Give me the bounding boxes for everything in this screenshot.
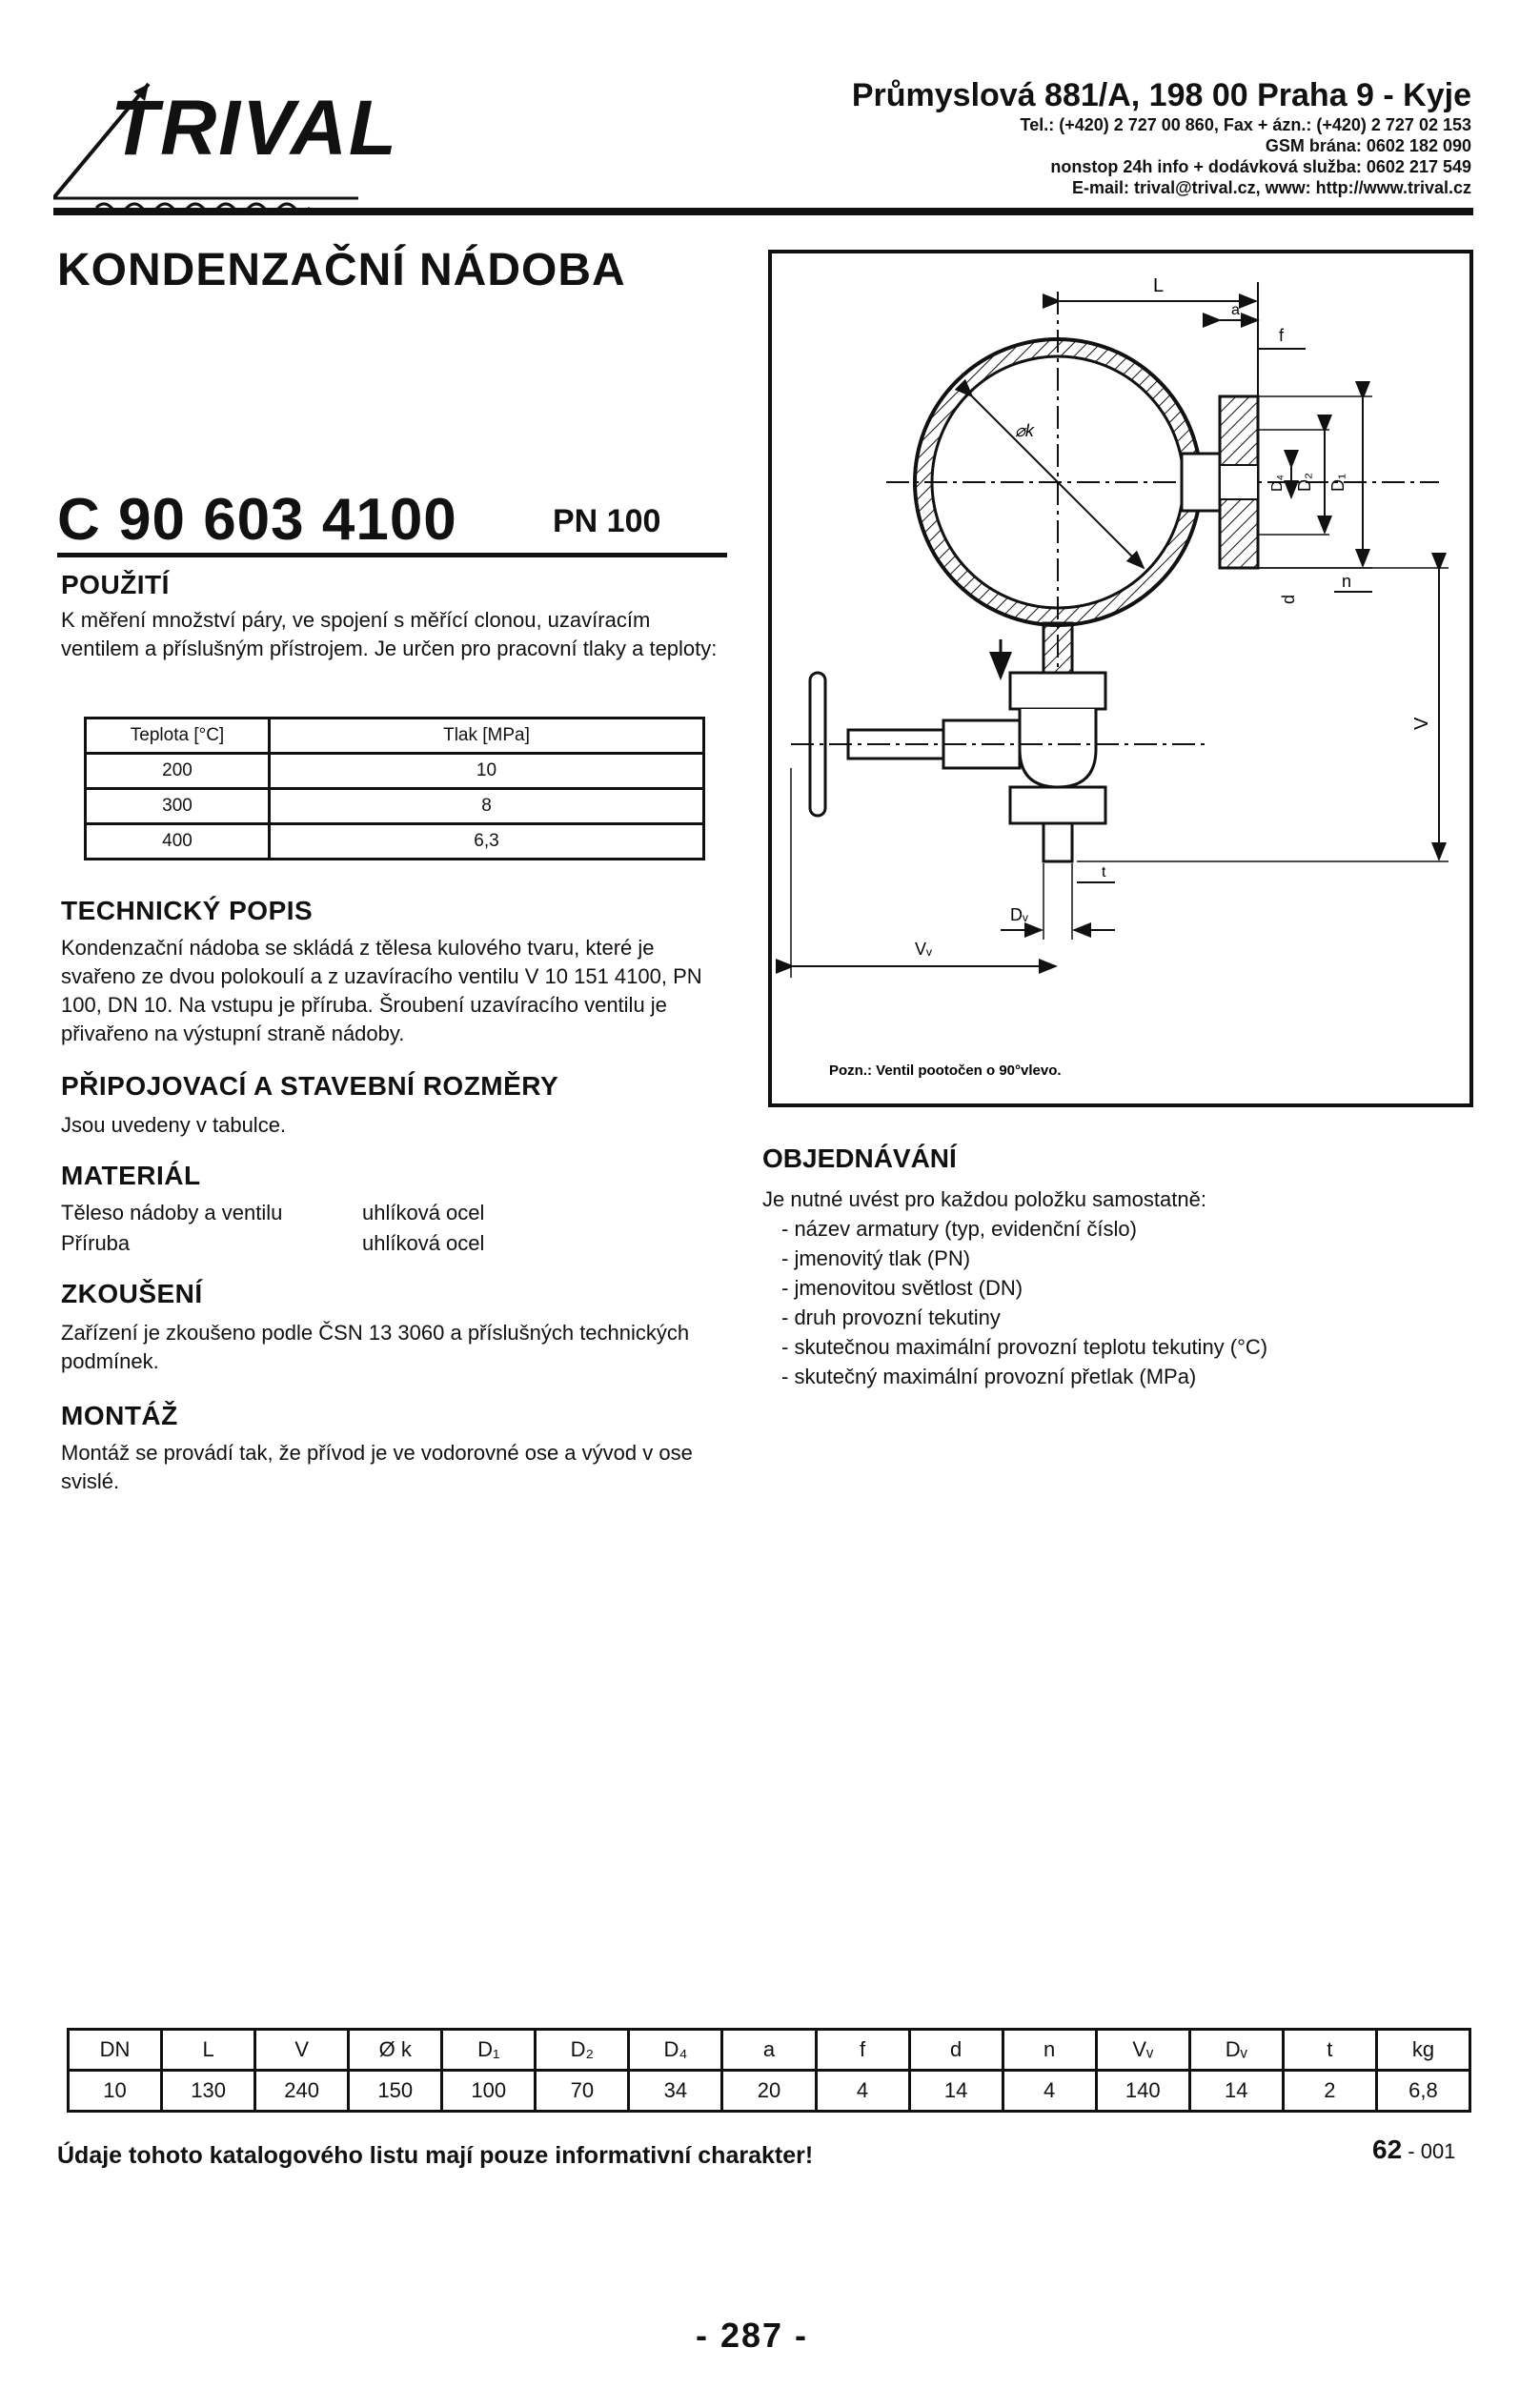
dim-label-d2: D₂ [1295,473,1314,492]
dim-label-d4: D₄ [1269,474,1286,492]
pressure-rating: PN 100 [553,503,661,539]
header-rule [53,208,1473,215]
company-phone: Tel.: (+420) 2 727 00 860, Fax + ázn.: (+420) 2 727 02 153 [1020,115,1471,134]
table-cell: 6,3 [270,824,704,860]
table-cell: 100 [442,2071,536,2112]
table-row [86,718,704,754]
table-header-cell: D₁ [442,2030,536,2071]
table-cell: 400 [86,824,270,860]
material-part: Těleso nádoby a ventilu [61,1201,283,1224]
company-nonstop: nonstop 24h info + dodávková služba: 0602 217 549 [1050,157,1471,176]
montaz-heading: MONTÁŽ [61,1401,178,1430]
table-row [69,2071,1470,2112]
table-cell: 10 [69,2071,162,2112]
pripojovaci-heading: PŘIPOJOVACÍ A STAVEBNÍ ROZMĚRY [61,1071,559,1101]
list-item: - druh provozní tekutiny [781,1305,1001,1329]
table-cell: 4 [1003,2071,1096,2112]
list-item: - jmenovitou světlost (DN) [781,1276,1023,1300]
table-header-cell: Tlak [MPa] [270,718,704,754]
table-header-cell: L [162,2030,255,2071]
table-row [69,2030,1470,2071]
material-value: uhlíková ocel [362,1231,485,1255]
table-cell: 6,8 [1376,2071,1469,2112]
table-header-cell: Teplota [°C] [86,718,270,754]
dim-label-d1: D₁ [1328,473,1348,492]
dim-label-f: f [1279,326,1285,345]
drawing-note: Pozn.: Ventil pootočen o 90°vlevo. [829,1062,1062,1079]
list-item: - skutečnou maximální provozní teplotu tekutiny (°C) [781,1335,1268,1359]
dim-label-n: n [1342,572,1352,591]
table-row [86,789,704,824]
sheet-number [1372,2135,1455,2165]
ordering-list [781,1214,1267,1391]
table-header-cell: a [722,2030,816,2071]
technicky-heading: TECHNICKÝ POPIS [61,896,314,925]
company-email[interactable]: E-mail: trival@trival.cz, www: http://www.trival.cz [1072,178,1471,197]
table-row [86,824,704,860]
table-header-cell: kg [1376,2030,1469,2071]
page-title: KONDENZAČNÍ NÁDOBA [57,245,626,295]
table-cell: 300 [86,789,270,824]
pouziti-text: K měření množství páry, ve spojení s měřící clonou, uzavíracím ventilem a příslušným přístrojem. Je určen pro pracovní tlaky a teploty: [61,608,718,660]
dim-label-l: L [1153,275,1165,296]
code-underline [57,553,727,557]
dim-label-v: V [1411,717,1432,730]
montaz-text: Montáž se provádí tak, že přívod je ve vodorovné ose a vývod v ose svislé. [61,1441,693,1493]
material-part: Příruba [61,1231,131,1255]
table-cell: 150 [349,2071,442,2112]
table-cell: 2 [1283,2071,1376,2112]
table-header-cell: f [816,2030,909,2071]
dim-label-k: ⌀k [1015,421,1034,440]
sheet-number-main: 62 [1372,2135,1403,2164]
table-cell: 20 [722,2071,816,2112]
table-header-cell: n [1003,2030,1096,2071]
table-cell: 14 [1189,2071,1283,2112]
material-value: uhlíková ocel [362,1201,485,1224]
dim-label-d: d [1279,594,1298,604]
table-cell: 200 [86,754,270,789]
table-cell: 4 [816,2071,909,2112]
table-header-cell: V [255,2030,349,2071]
logo-text: TRIVAL [111,85,399,172]
product-code: C 90 603 4100 [57,487,457,553]
table-row [86,754,704,789]
ordering-intro: Je nutné uvést pro každou položku samostatně: [762,1187,1206,1211]
table-cell: 8 [270,789,704,824]
table-cell: 240 [255,2071,349,2112]
table-header-cell: Dᵥ [1189,2030,1283,2071]
condensation-vessel-drawing [772,253,1469,1103]
table-header-cell: d [909,2030,1003,2071]
ordering-heading: OBJEDNÁVÁNÍ [762,1143,957,1173]
technical-drawing [768,250,1473,1107]
table-cell: 140 [1096,2071,1189,2112]
list-item: - jmenovitý tlak (PN) [781,1246,971,1270]
pripojovaci-text: Jsou uvedeny v tabulce. [61,1113,287,1137]
table-cell: 14 [909,2071,1003,2112]
dim-label-a: a [1231,302,1240,318]
table-header-cell: DN [69,2030,162,2071]
table-header-cell: t [1283,2030,1376,2071]
disclaimer-note: Údaje tohoto katalogového listu mají pouze informativní charakter! [57,2142,814,2169]
pouziti-heading: POUŽITÍ [61,570,170,599]
table-cell: 10 [270,754,704,789]
table-header-cell: D₂ [536,2030,629,2071]
list-item: - skutečný maximální provozní přetlak (MPa) [781,1365,1197,1388]
table-cell: 70 [536,2071,629,2112]
dim-label-vv: Vᵥ [915,940,932,959]
material-heading: MATERIÁL [61,1161,201,1190]
company-address: Průmyslová 881/A, 198 00 Praha 9 - Kyje [851,77,1471,113]
page-number: - 287 - [696,2316,809,2355]
list-item: - název armatury (typ, evidenční číslo) [781,1217,1137,1241]
zkouseni-text: Zařízení je zkoušeno podle ČSN 13 3060 a příslušných technických podmínek. [61,1321,690,1373]
dim-label-dv: Dᵥ [1010,905,1028,924]
dimensions-table [67,2028,1471,2113]
company-gsm: GSM brána: 0602 182 090 [1265,136,1471,155]
table-cell: 130 [162,2071,255,2112]
technicky-text: Kondenzační nádoba se skládá z tělesa kulového tvaru, které je svařeno ze dvou polokoulí a z uzavíracího ventilu V 10 151 4100, PN 100, DN 10. Na vstupu je příruba. Šroubení uzavíracího ventilu je přivařeno na výstupní straně nádoby. [61,936,702,1045]
table-header-cell: Ø k [349,2030,442,2071]
temperature-pressure-table [84,717,705,860]
table-cell: 34 [629,2071,722,2112]
table-header-cell: Vᵥ [1096,2030,1189,2071]
zkouseni-heading: ZKOUŠENÍ [61,1279,203,1308]
trival-logo [53,74,399,217]
table-header-cell: D₄ [629,2030,722,2071]
sheet-number-sub: - 001 [1402,2139,1456,2163]
dim-label-t: t [1102,864,1106,880]
contact-block [852,76,1471,198]
